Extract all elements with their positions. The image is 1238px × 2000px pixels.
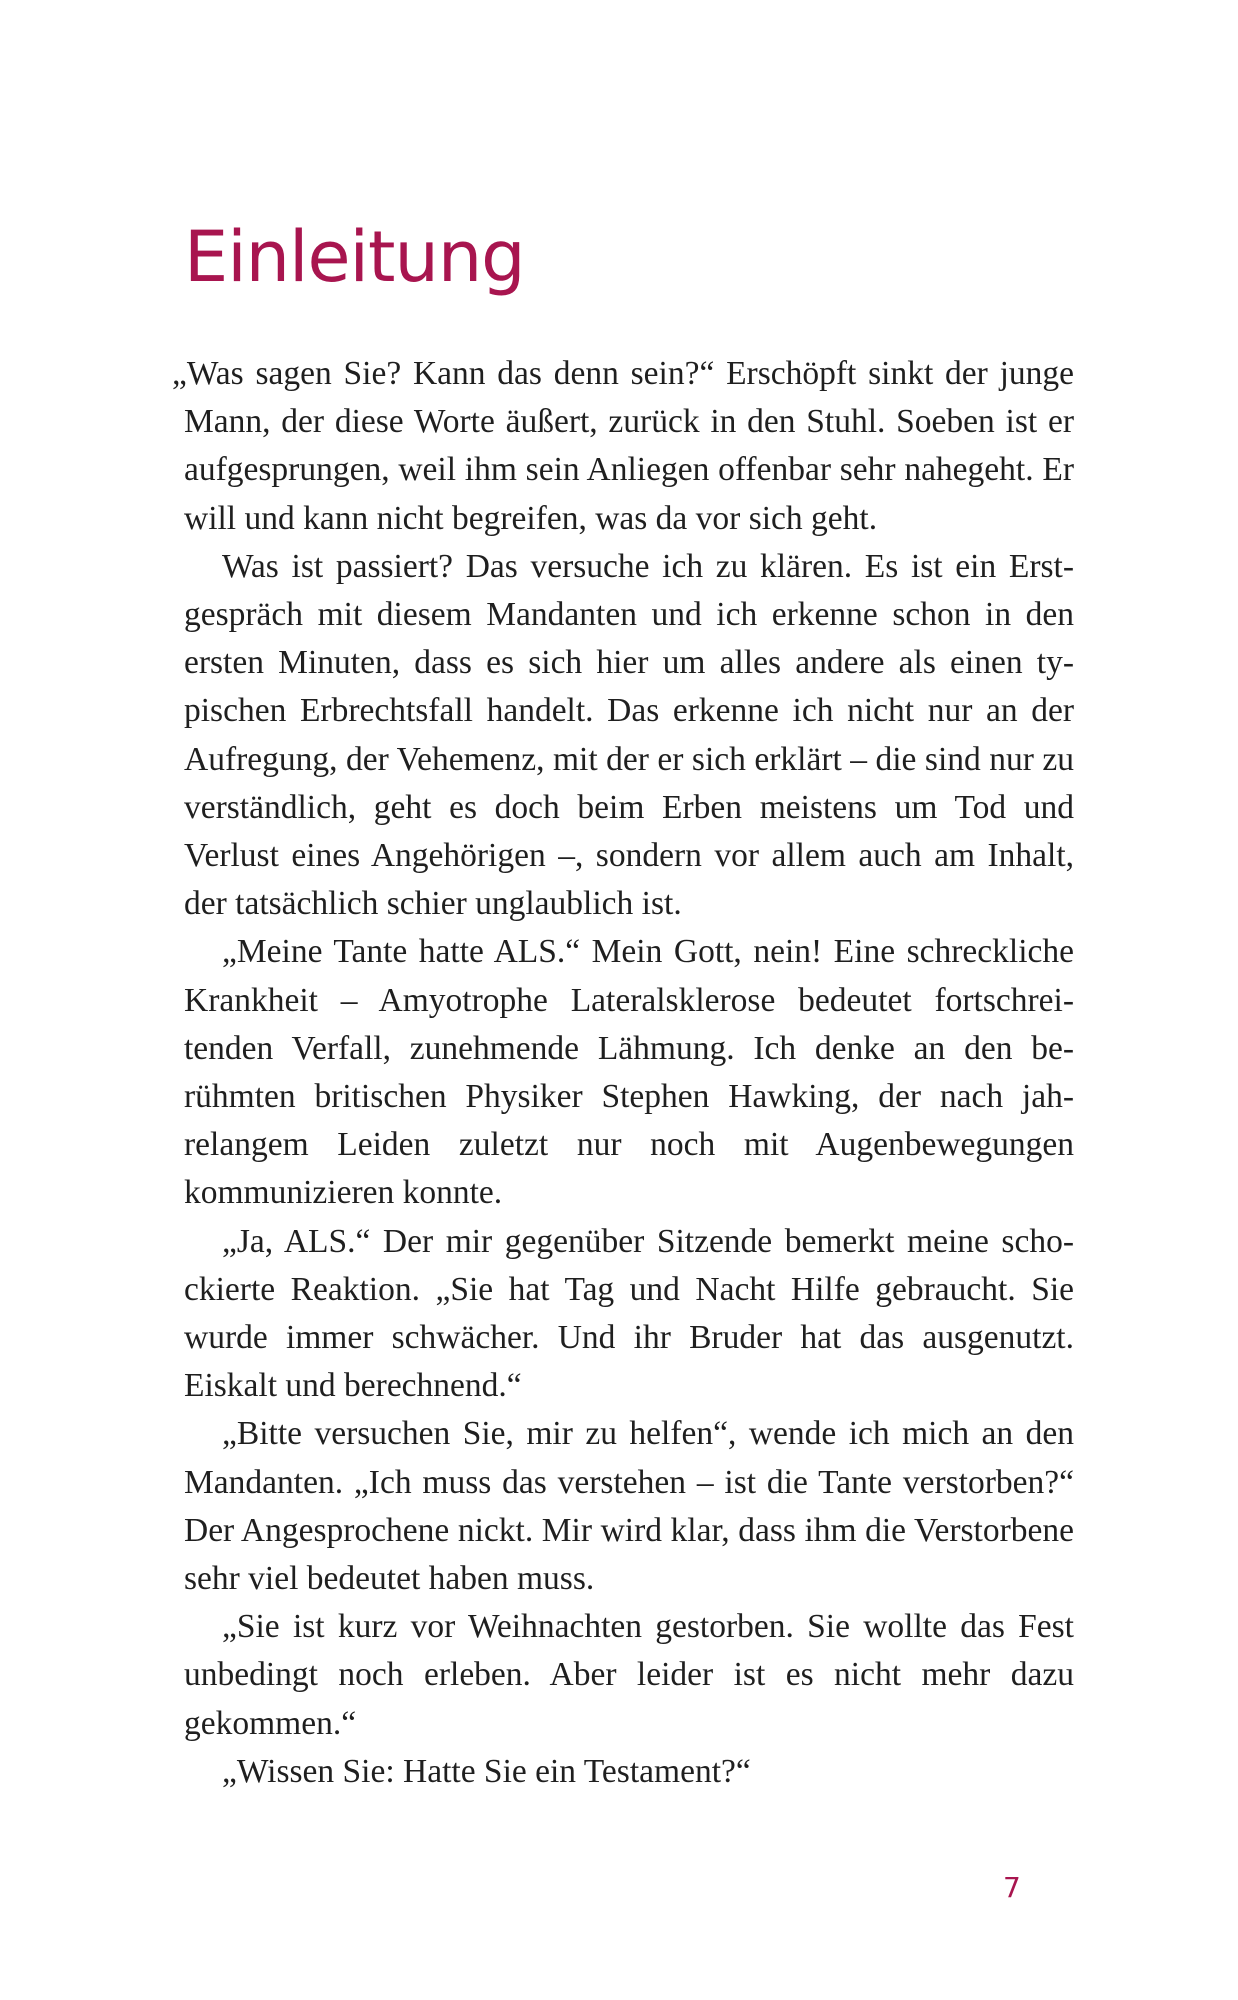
paragraph [172, 350, 1074, 543]
paragraph: „Bitte versuchen Sie, mir zu helfen“, wende ich mich an den Mandanten. „Ich muss das verstehen – ist die Tante verstorben?“ Der Angesprochene nickt. Mir wird klar, dass ihm die Verstorbene sehr viel bedeutet haben muss. [184, 1415, 1074, 1598]
paragraph: „Sie ist kurz vor Weihnachten gestorben. Sie wollte das Fest unbedingt noch erleben. Aber leider ist es nicht mehr dazu gekommen.“ [184, 1608, 1074, 1742]
chapter-title: Einleitung [184, 216, 525, 298]
paragraph: „Meine Tante hatte ALS.“ Mein Gott, nein! Eine schreckliche Krankheit – Amyotrophe Lateralsklerose bedeutet fortschreitenden Verfall, zunehmende Lähmung. Ich denke an den berühmten britischen Physiker Stephen Hawking, der nach jahrelangem Leiden zuletzt nur noch mit Augenbewegungen kommunizieren konnte. [184, 933, 1074, 1212]
chapter-body [172, 350, 1074, 1796]
paragraph-text: „Was sagen Sie? Kann das denn sein?“ Erschöpft sinkt der junge Mann, der diese Worte äußert, zurück in den Stuhl. Soeben ist er aufgesprungen, weil ihm sein Anliegen offenbar sehr nahegeht. Er will und kann nicht begreifen, was da vor sich geht. [172, 355, 1074, 537]
paragraph: „Wissen Sie: Hatte Sie ein Testament?“ [222, 1752, 751, 1790]
paragraph: Was ist passiert? Das versuche ich zu klären. Es ist ein Erstgespräch mit diesem Mandanten und ich erkenne schon in den ersten Minuten, dass es sich hier um alles andere als einen typischen Erbrechtsfall handelt. Das erkenne ich nicht nur an der Aufregung, der Vehemenz, mit der er sich erklärt – die sind nur zu verständlich, geht es doch beim Erben meistens um Tod und Verlust eines Angehörigen –, sondern vor allem auch am Inhalt, der tatsächlich schier unglaublich ist. [184, 547, 1074, 923]
page-number: 7 [1003, 1871, 1021, 1904]
paragraph: „Ja, ALS.“ Der mir gegenüber Sitzende bemerkt meine schockierte Reaktion. „Sie hat Tag und Nacht Hilfe gebraucht. Sie wurde immer schwächer. Und ihr Bruder hat das ausgenutzt. Eiskalt und berechnend.“ [184, 1222, 1074, 1405]
